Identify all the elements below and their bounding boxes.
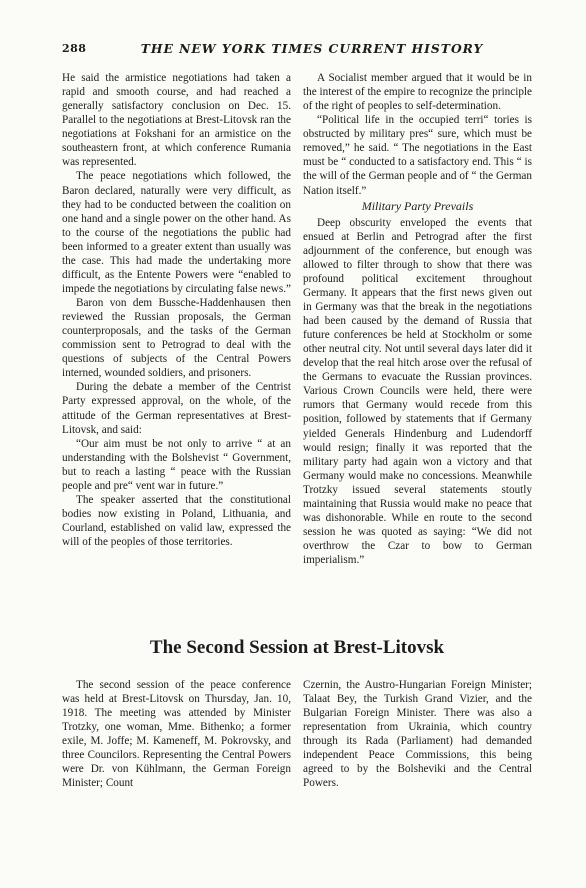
paragraph: The peace negotiations which followed, the Baron declared, naturally were very difficult, as they had to be conducted between the coalition on one hand and a single power on the other hand. As to the course of the negotiations the public had been informed to a greater extent than usually was the case. This had made the undertaking more difficult, as the Entente Powers were “enabled to impede the negotiations by circulating false news.” (62, 170, 291, 295)
column-bottom-right (303, 678, 532, 791)
quotation: “Our aim must be not only to arrive “ at an understanding with the Bolshevist “ Government, but to reach a lasting “ peace with the Russian people and pre“ vent war in future.” (62, 437, 291, 492)
column-top-right (303, 71, 532, 567)
paragraph: Baron von dem Bussche-Haddenhausen then reviewed the Russian proposals, the German counterproposals, and the tasks of the German commission sent to Petrograd to deal with the questions of subjects of the Central Powers interned, wounded soldiers, and prisoners. (62, 297, 291, 380)
paragraph: The speaker asserted that the constitutional bodies now existing in Poland, Lithuania, and Courland, established on valid law, expressed the will of the peoples of those territories. (62, 493, 291, 549)
paragraph: Deep obscurity enveloped the events that ensued at Berlin and Petrograd after the first adjournment of the conference, but enough was allowed to filter through to show that there was profound political excitement throughout Germany. It appears that the first news given out in Germany was that the break in the negotiations had been caused by the demand of Russia that future conferences be held at Stockholm or some other neutral city. Not until several days later did it develop that the real hitch arose over the refusal of the Germans to evacuate the Russian provinces. Various Crown Councils were held, there were rumors that Germany would recede from this position, followed by statements that if Germany yielded Generals Hindenburg and Ludendorff would resign; finally it was reported that the military party had again won a victory and that Germany would make no concessions. Meanwhile Trotzky issued several statements stoutly maintaining that Russia would make no peace that was dishonorable. While en route to the second session he was quoted as saying: “We did not overthrow the Czar to bow to German imperialism.” (303, 216, 532, 567)
running-title: THE NEW YORK TIMES CURRENT HISTORY (140, 41, 484, 56)
section-heading: The Second Session at Brest-Litovsk (149, 637, 445, 658)
paragraph: During the debate a member of the Centrist Party expressed approval, on the whole, of the attitude of the German representatives at Brest-Litovsk, and said: (62, 381, 291, 436)
paragraph: Czernin, the Austro-Hungarian Foreign Minister; Talaat Bey, the Turkish Grand Vizier, and the Bulgarian Foreign Minister. There was also a representation from Ukrainia, which country through its Rada (Parliament) had demanded independent Peace Commissions, this being agreed to by the Bolsheviki and the Central Powers. (303, 679, 532, 790)
page-number: 288 (62, 42, 87, 55)
column-top-left (62, 71, 291, 549)
subheading: Military Party Prevails (361, 198, 474, 213)
page-header (62, 40, 532, 58)
paragraph: A Socialist member argued that it would be in the interest of the empire to recognize the principle of the right of peoples to self-determination. (303, 72, 532, 113)
paragraph: He said the armistice negotiations had taken a rapid and smooth course, and had reached a generally satisfactory conclusion on Dec. 15. Parallel to the negotiations at Brest-Litovsk ran the negotiations at Fokshani for an armistice on the southeastern front, at which conference Rumania was represented. (62, 72, 291, 169)
paragraph: The second session of the peace conference was held at Brest-Litovsk on Thursday, Jan. 10, 1918. The meeting was attended by Minister Trotzky, one woman, Mme. Bithenko; a former exile, M. Joffe; M. Kameneff, M. Pokrovsky, and three Councilors. Representing the Central Powers were Dr. von Kühlmann, the German Foreign Minister; Count (62, 679, 291, 790)
column-bottom-left (62, 678, 291, 791)
quotation: “Political life in the occupied terri“ tories is obstructed by military pres“ sure, which must be removed,” he said. “ The negotiations in the East must be “ conducted to a satisfactory end. This “ is the will of the German people and of “ the German Nation itself.” (303, 114, 532, 197)
